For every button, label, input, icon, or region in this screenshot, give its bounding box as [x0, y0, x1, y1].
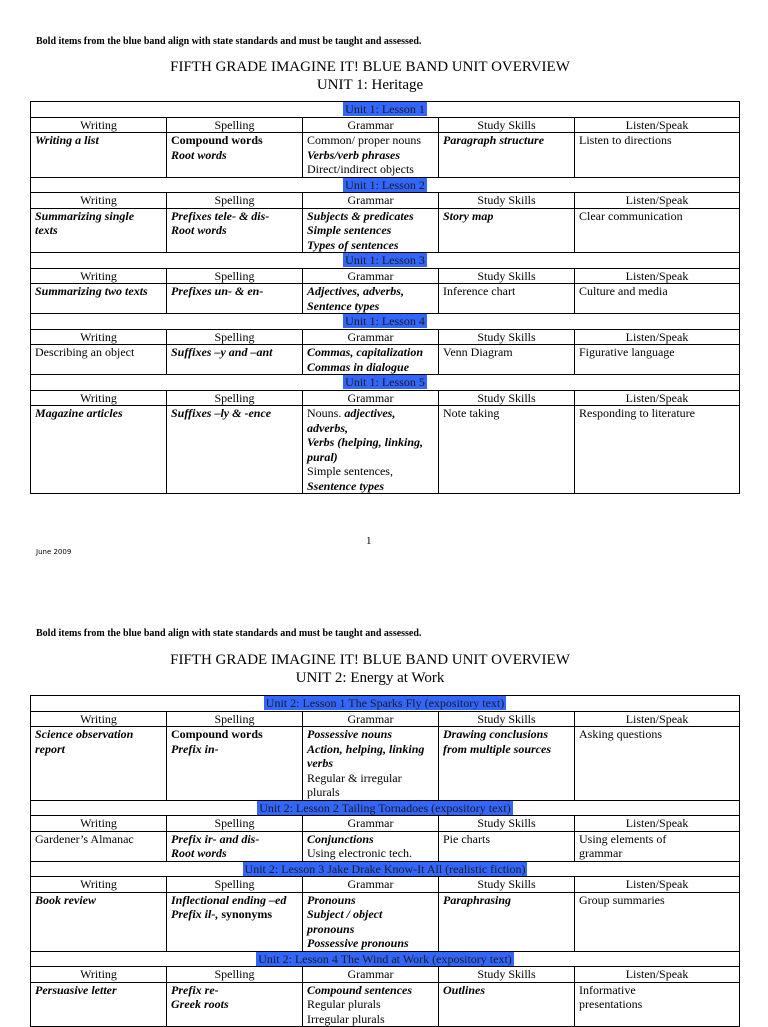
table-row: Describing an object Suffixes –y and –ant Commas, capitalization Commas in dialogue Venn Diagram Figurative language — [31, 345, 740, 375]
column-headers: Writing Spelling Grammar Study Skills Listen/Speak — [31, 329, 740, 345]
page-title: FIFTH GRADE IMAGINE IT! BLUE BAND UNIT OVERVIEW — [170, 652, 570, 668]
table-row: Persuasive letter Prefix re- Greek roots Compound sentences Regular plurals Irregular plurals Outlines Informative presentations — [31, 982, 740, 1027]
table-row: Science observation report Compound words Prefix in- Possessive nouns Action, helping, linking verbs Regular & irregular plurals Drawing conclusions from multiple sources Asking questions — [31, 727, 740, 801]
page-title: FIFTH GRADE IMAGINE IT! BLUE BAND UNIT OVERVIEW — [170, 59, 570, 75]
table-row: Book review Inflectional ending –ed Prefix il-, synonyms Pronouns Subject / object pronouns Possessive pronouns Paraphrasing Group summaries — [31, 892, 740, 951]
table-row: Magazine articles Suffixes –ly & -ence Nouns. adjectives, adverbs, Verbs (helping, linking, pural) Simple sentences, Ssentence types Note taking Responding to literature — [31, 406, 740, 494]
lesson-band: Unit 1: Lesson 4 — [31, 314, 740, 330]
page-number: 1 — [366, 535, 372, 547]
column-headers: Writing Spelling Grammar Study Skills Listen/Speak — [31, 967, 740, 983]
lesson-band: Unit 2: Lesson 4 The Wind at Work (expository text) — [31, 951, 740, 967]
column-headers: Writing Spelling Grammar Study Skills Listen/Speak — [31, 877, 740, 893]
table-row: Writing a list Compound words Root words Common/ proper nouns Verbs/verb phrases Direct/indirect objects Paragraph structure Listen to directions — [31, 133, 740, 178]
table-row: Gardener’s Almanac Prefix ir- and dis- Root words Conjunctions Using electronic tech. Pie charts Using elements of grammar — [31, 831, 740, 861]
unit1-table — [30, 101, 740, 494]
column-headers: Writing Spelling Grammar Study Skills Listen/Speak — [31, 711, 740, 727]
unit2-table — [30, 695, 740, 1027]
lesson-band: Unit 1: Lesson 2 — [31, 177, 740, 193]
column-headers: Writing Spelling Grammar Study Skills Listen/Speak — [31, 193, 740, 209]
lesson-band: Unit 2: Lesson 3 Jake Drake Know-It All (realistic fiction) — [31, 861, 740, 877]
column-headers: Writing Spelling Grammar Study Skills Listen/Speak — [31, 390, 740, 406]
lesson-band: Unit 2: Lesson 2 Tailing Tornadoes (expository text) — [31, 800, 740, 816]
lesson-band: Unit 1: Lesson 3 — [31, 253, 740, 269]
lesson-band: Unit 1: Lesson 1 — [31, 102, 740, 118]
table-row: Summarizing single texts Prefixes tele- & dis- Root words Subjects & predicates Simple sentences Types of sentences Story map Clear communication — [31, 208, 740, 253]
footer-date: June 2009 — [36, 548, 72, 556]
column-headers: Writing Spelling Grammar Study Skills Listen/Speak — [31, 268, 740, 284]
lesson-band: Unit 2: Lesson 1 The Sparks Fly (expository text) — [31, 696, 740, 712]
unit-subtitle: UNIT 1: Heritage — [316, 77, 424, 93]
column-headers: Writing Spelling Grammar Study Skills Listen/Speak — [31, 816, 740, 832]
unit-subtitle: UNIT 2: Energy at Work — [295, 670, 445, 686]
standards-note: Bold items from the blue band align with state standards and must be taught and assessed. — [36, 36, 422, 47]
column-headers: Writing Spelling Grammar Study Skills Listen/Speak — [31, 117, 740, 133]
standards-note: Bold items from the blue band align with state standards and must be taught and assessed. — [36, 628, 422, 639]
lesson-band: Unit 1: Lesson 5 — [31, 375, 740, 391]
table-row: Summarizing two texts Prefixes un- & en- Adjectives, adverbs, Sentence types Inference chart Culture and media — [31, 284, 740, 314]
